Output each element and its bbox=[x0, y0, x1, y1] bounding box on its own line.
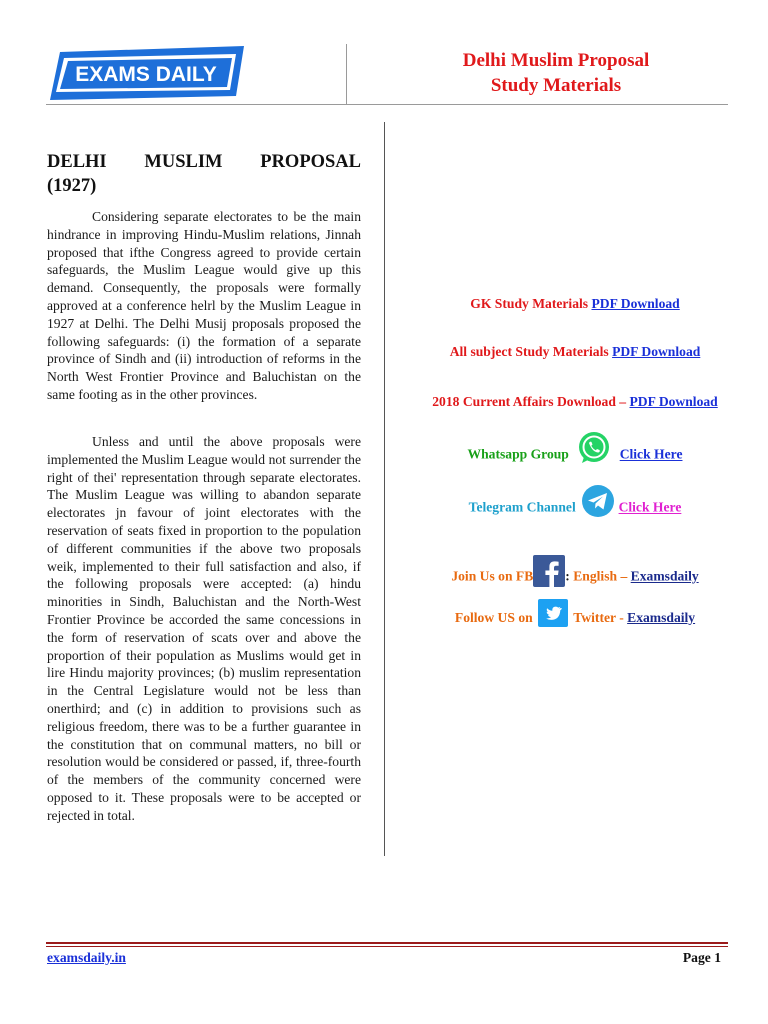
telegram-promo bbox=[390, 484, 760, 522]
facebook-label: Join Us on FB bbox=[451, 568, 534, 584]
facebook-separator: : bbox=[565, 568, 570, 584]
current-affairs-promo bbox=[390, 394, 760, 410]
gk-label: GK Study Materials bbox=[470, 296, 589, 311]
facebook-link[interactable]: Examsdaily bbox=[630, 568, 699, 584]
header-title-line2: Study Materials bbox=[490, 75, 622, 96]
twitter-label: Follow US on bbox=[454, 610, 533, 626]
subject-pdf-link[interactable]: PDF Download bbox=[612, 344, 701, 359]
whatsapp-icon[interactable] bbox=[576, 430, 612, 481]
footer-rule-thin bbox=[46, 946, 728, 947]
twitter-promo bbox=[390, 599, 760, 631]
article-paragraph-2: Unless and until the above proposals were implemented the Muslim League would not surrender the right of thei' representation through separate electorates. The Muslim League was willing to abandon separate electorates jn favour of joint electorates with the reservation of seats fixed in proportion to the population of different communities if the above two proposals weik, implemented to their full satisfaction and also, if the following proposals were accepted: (a) hindu minorities in Sindh, Baluchistan and the North-West Frontier Province be accorded the same concessions in the form of reservation of scats over and above the proportion of their population as Muslims would get in lire Hindu majority provinces; (b) muslim representation in the Central Legislature would not be less than onerthird; and (c) in addition to provisions such as religious freedom, there was to be a further guarantee in the constitution that on communal matters, no bill or resolution would be considered or passed, if, three-fourth of the members of the community concerned were opposed to it. These proposals were to be accepted or rejected in total. bbox=[47, 434, 361, 823]
article-paragraph-1: Considering separate electorates to be the main hindrance in improving Hindu-Muslim relations, Jinnah proposed that ifthe Congress agreed to provide certain safeguards, the Muslim League would give up this demand. Consequently, the proposals were formally approved at a conference helrl by the Muslim League in 1927 at Delhi. The Delhi Musij proposals proposed the following safeguards: (i) the formation of a separate province of Sindh and (ii) introduction of reforms in the North West Frontier Province and Baluchistan on the same footing as in the other provinces. bbox=[47, 209, 361, 402]
footer-rule bbox=[46, 942, 728, 944]
article-title-line2: (1927) bbox=[47, 176, 97, 196]
header-rule bbox=[46, 104, 728, 105]
article-title bbox=[47, 150, 361, 198]
facebook-language: English – bbox=[573, 568, 628, 584]
twitter-link[interactable]: Examsdaily bbox=[627, 610, 696, 626]
whatsapp-link[interactable]: Click Here bbox=[619, 446, 683, 462]
subject-promo bbox=[390, 344, 760, 360]
header-divider bbox=[346, 44, 347, 104]
subject-label: All subject Study Materials bbox=[449, 344, 609, 359]
article-title-line1: DELHI MUSLIM PROPOSAL bbox=[47, 152, 361, 172]
exams-daily-logo[interactable] bbox=[46, 44, 246, 102]
column-divider bbox=[384, 122, 385, 856]
footer-page-number: Page 1 bbox=[682, 950, 721, 965]
telegram-label: Telegram Channel bbox=[468, 499, 576, 515]
whatsapp-promo bbox=[390, 430, 760, 468]
telegram-icon[interactable] bbox=[581, 484, 615, 533]
gk-pdf-link[interactable]: PDF Download bbox=[591, 296, 680, 311]
footer-site-link[interactable]: examsdaily.in bbox=[47, 950, 126, 965]
whatsapp-label: Whatsapp Group bbox=[467, 446, 569, 462]
header-title bbox=[386, 48, 726, 98]
gk-promo bbox=[390, 296, 760, 312]
logo-text: EXAMS DAILY bbox=[75, 63, 217, 86]
twitter-icon[interactable] bbox=[538, 599, 568, 639]
facebook-promo bbox=[390, 555, 760, 589]
facebook-icon[interactable] bbox=[533, 555, 565, 600]
current-affairs-pdf-link[interactable]: PDF Download bbox=[629, 394, 718, 409]
header-title-line1: Delhi Muslim Proposal bbox=[462, 50, 650, 71]
twitter-language: Twitter - bbox=[573, 610, 624, 626]
current-affairs-label: 2018 Current Affairs Download – bbox=[432, 394, 627, 409]
telegram-link[interactable]: Click Here bbox=[618, 499, 682, 515]
